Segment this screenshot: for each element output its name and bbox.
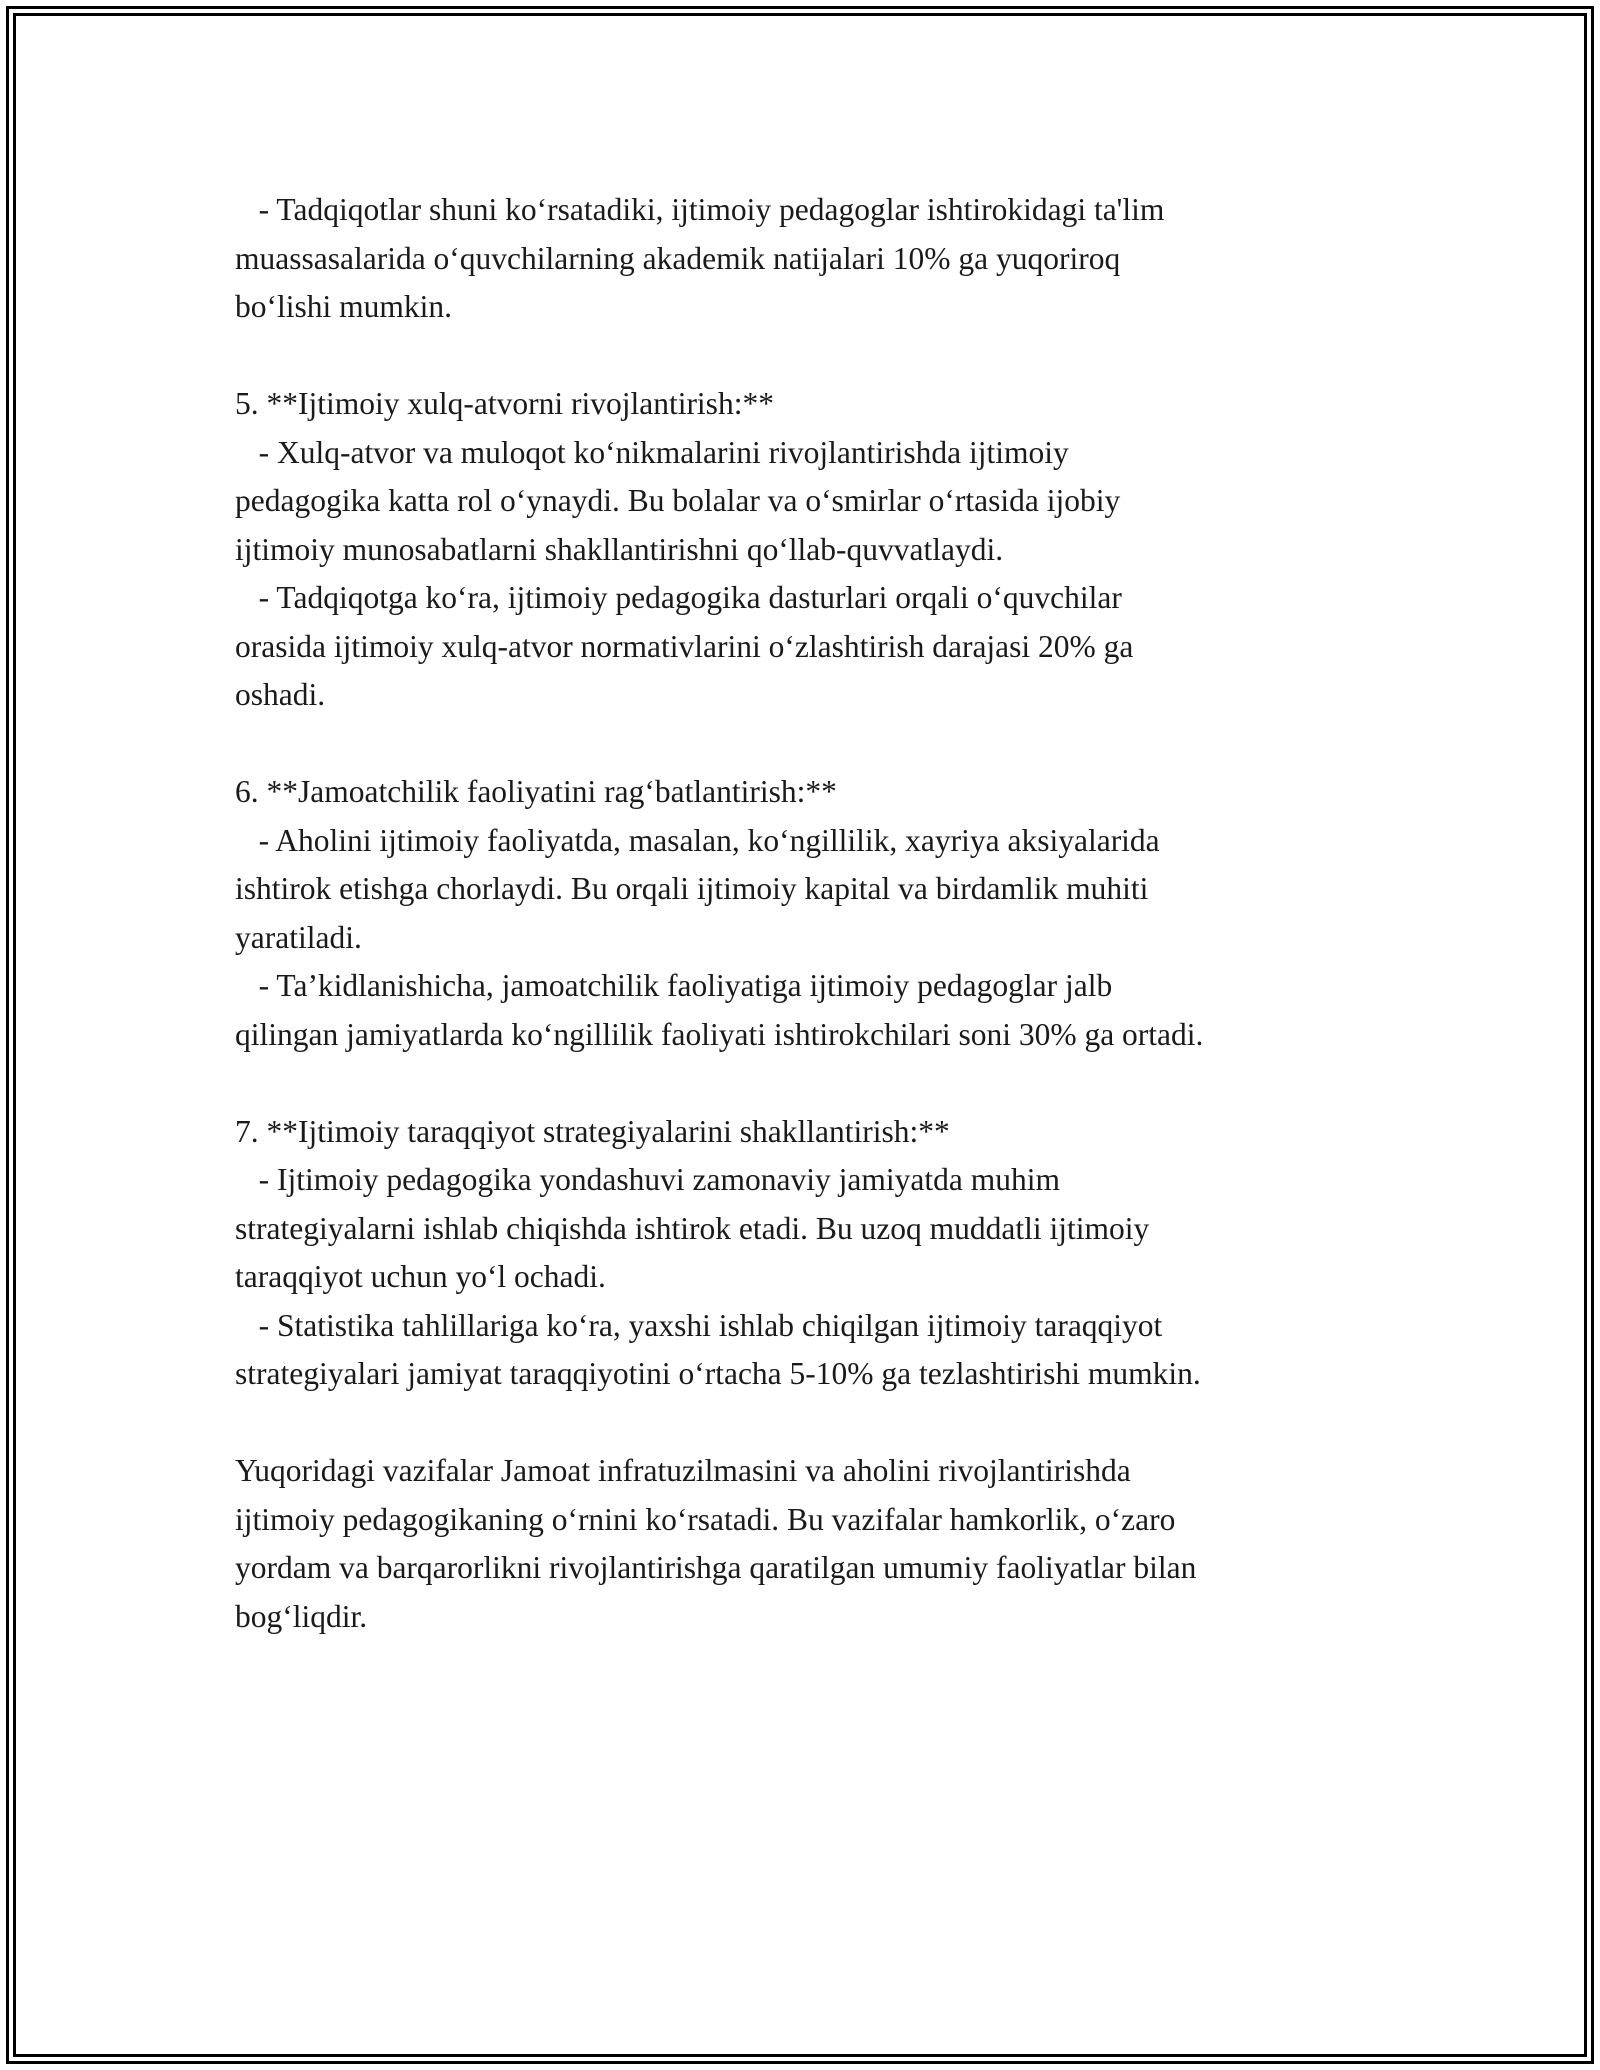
paragraph-line: taraqqiyot uchun yo‘l ochadi. bbox=[235, 1259, 606, 1294]
paragraph-line: orasida ijtimoiy xulq-atvor normativlarini o‘zlashtirish darajasi 20% ga bbox=[235, 628, 1134, 664]
paragraph-line: - Ijtimoiy pedagogika yondashuvi zamonaviy jamiyatda muhim bbox=[235, 1162, 1060, 1197]
paragraph-line: strategiyalari jamiyat taraqqiyotini o‘rtacha 5-10% ga tezlashtirishi mumkin. bbox=[235, 1356, 1201, 1391]
conclusion-line: bog‘liqdir. bbox=[235, 1598, 368, 1634]
paragraph-line: strategiyalarni ishlab chiqishda ishtirok etadi. Bu uzoq muddatli ijtimoiy bbox=[235, 1210, 1150, 1246]
paragraph-line: - Aholini ijtimoiy faoliyatda, masalan, ko‘ngillilik, xayriya aksiyalarida bbox=[235, 822, 1160, 858]
paragraph-line: bo‘lishi mumkin. bbox=[235, 289, 453, 324]
section-heading: 5. **Ijtimoiy xulq-atvorni rivojlantirish:** bbox=[235, 386, 774, 421]
paragraph-line: - Statistika tahlillariga ko‘ra, yaxshi ishlab chiqilgan ijtimoiy taraqqiyot bbox=[235, 1307, 1163, 1343]
conclusion-line: Yuqoridagi vazifalar Jamoat infratuzilmasini va aholini rivojlantirishda bbox=[235, 1453, 1131, 1488]
paragraph-line: qilingan jamiyatlarda ko‘ngillilik faoliyati ishtirokchilari soni 30% ga ortadi. bbox=[235, 1016, 1204, 1052]
document-body bbox=[235, 186, 1395, 1641]
paragraph-line: - Ta’kidlanishicha, jamoatchilik faoliyatiga ijtimoiy pedagoglar jalb bbox=[235, 968, 1113, 1003]
blank-line bbox=[235, 720, 1395, 769]
paragraph-line: ishtirok etishga chorlaydi. Bu orqali ijtimoiy kapital va birdamlik muhiti bbox=[235, 871, 1149, 906]
paragraph-line: - Tadqiqotlar shuni ko‘rsatadiki, ijtimoiy pedagoglar ishtirokidagi ta'lim bbox=[235, 192, 1165, 227]
blank-line bbox=[235, 1059, 1395, 1108]
paragraph-line: ijtimoiy munosabatlarni shakllantirishni qo‘llab-quvvatlaydi. bbox=[235, 531, 1004, 567]
blank-line bbox=[235, 1399, 1395, 1448]
blank-line bbox=[235, 332, 1395, 381]
conclusion-line: ijtimoiy pedagogikaning o‘rnini ko‘rsatadi. Bu vazifalar hamkorlik, o‘zaro bbox=[235, 1501, 1176, 1537]
section-heading: 7. **Ijtimoiy taraqqiyot strategiyalarini shakllantirish:** bbox=[235, 1113, 950, 1149]
conclusion-line: yordam va barqarorlikni rivojlantirishga qaratilgan umumiy faoliyatlar bilan bbox=[235, 1550, 1197, 1585]
paragraph-line: oshadi. bbox=[235, 677, 326, 712]
paragraph-line: - Tadqiqotga ko‘ra, ijtimoiy pedagogika dasturlari orqali o‘quvchilar bbox=[235, 580, 1122, 615]
paragraph-line: muassasalarida o‘quvchilarning akademik natijalari 10% ga yuqoriroq bbox=[235, 240, 1121, 276]
section-heading: 6. **Jamoatchilik faoliyatini rag‘batlantirish:** bbox=[235, 774, 837, 809]
paragraph-line: yaratiladi. bbox=[235, 919, 362, 955]
paragraph-line: pedagogika katta rol o‘ynaydi. Bu bolalar va o‘smirlar o‘rtasida ijobiy bbox=[235, 483, 1121, 518]
paragraph-line: - Xulq-atvor va muloqot ko‘nikmalarini rivojlantirishda ijtimoiy bbox=[235, 434, 1069, 470]
